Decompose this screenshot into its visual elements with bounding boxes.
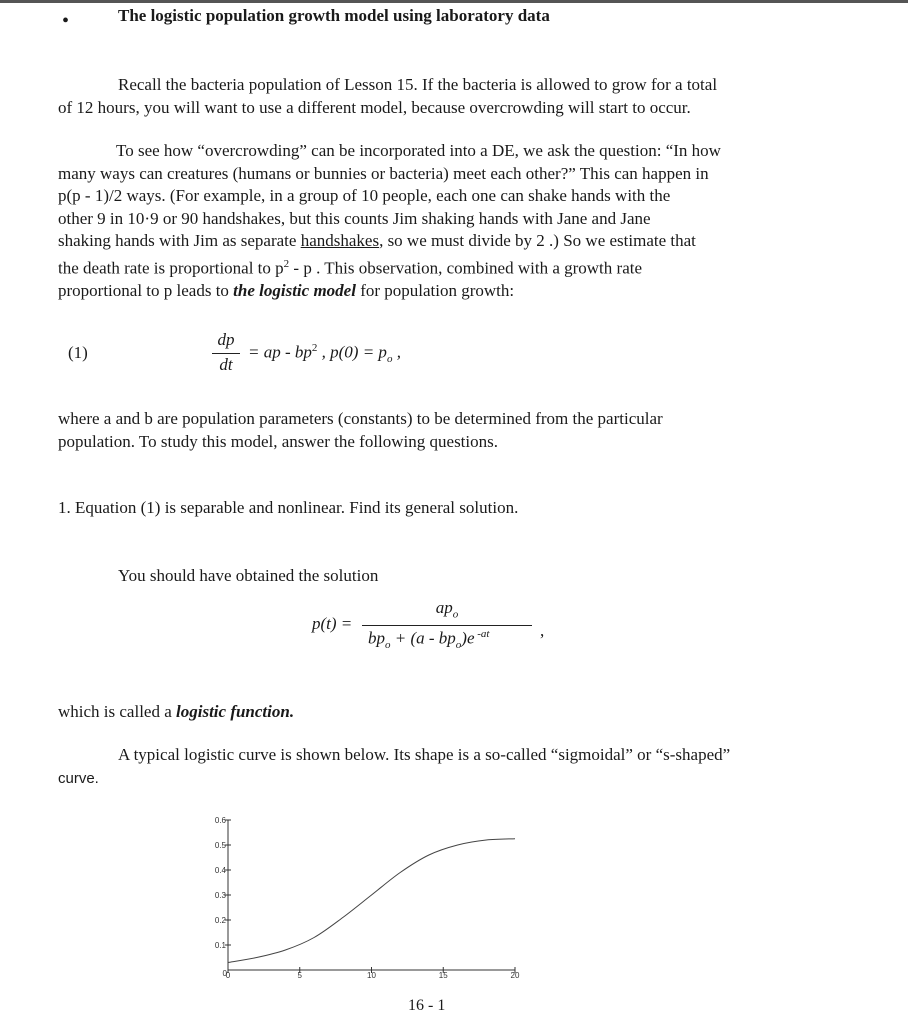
- y-origin-label: 0: [222, 969, 227, 978]
- eq-term: = ap - bp: [248, 342, 312, 362]
- x-tick-label: 20: [510, 971, 520, 980]
- y-tick-label: 0.6: [214, 816, 226, 825]
- text-span: handshakes: [300, 231, 380, 250]
- paragraph-parameters: [58, 408, 663, 453]
- paragraph-line: p(p - 1)/2 ways. (For example, in a group of 10 people, each one can shake hands with the: [58, 186, 671, 205]
- x-tick-label: 10: [367, 971, 376, 980]
- x-tick-label: 0: [225, 971, 231, 980]
- paragraph-line: Recall the bacteria population of Lesson 15. If the bacteria is allowed to grow for a total: [118, 75, 718, 94]
- logistic-function-line: [58, 701, 294, 723]
- eq-term: ap: [435, 598, 453, 617]
- paragraph-line: of 12 hours, you will want to use a different model, because overcrowding will start to occur.: [58, 97, 691, 117]
- text-span: proportional to p leads to: [58, 280, 234, 300]
- logistic-chart: [0, 800, 908, 1000]
- subscript: o: [452, 608, 459, 621]
- paragraph-line: other 9 in 10·9 or 90 handshakes, but this counts Jim shaking hands with Jane and Jane: [58, 208, 651, 228]
- solution-trailing-comma: ,: [540, 621, 545, 640]
- question-1: 1. Equation (1) is separable and nonlinear. Find its general solution.: [58, 498, 519, 517]
- text-span: for population growth:: [355, 280, 515, 300]
- y-tick-label: 0.5: [214, 841, 226, 850]
- superscript: 2: [311, 342, 318, 354]
- equation-label: (1): [68, 343, 88, 362]
- emphasis-text: logistic function.: [176, 702, 295, 721]
- text-span: shaking hands with Jim as separate: [58, 231, 297, 250]
- emphasis-text: the logistic model: [233, 280, 356, 300]
- eq-term: bp: [368, 628, 385, 648]
- text-span: the death rate is proportional to p: [58, 258, 284, 278]
- solution-intro: You should have obtained the solution: [118, 566, 379, 585]
- paragraph-recall: [58, 74, 717, 119]
- paragraph-overcrowding: [58, 140, 721, 302]
- text-span: , so we must divide by 2 .) So we estimate that: [379, 231, 696, 250]
- subscript: o: [385, 639, 391, 652]
- x-tick-label: 15: [438, 971, 448, 980]
- eq-term: ,: [392, 342, 401, 362]
- superscript: -at: [474, 628, 490, 640]
- y-tick-label: 0.3: [214, 891, 226, 900]
- subscript: o: [386, 353, 393, 366]
- logistic-curve-line: [228, 839, 515, 963]
- superscript: 2: [283, 257, 290, 270]
- section-heading: The logistic population growth model using laboratory data: [118, 6, 550, 25]
- paragraph-line: To see how “overcrowding” can be incorporated into a DE, we ask the question: “In how: [116, 141, 721, 160]
- x-tick-label: 5: [297, 971, 302, 980]
- y-tick-label: 0.2: [214, 916, 226, 925]
- fraction-bar: [362, 625, 532, 626]
- equation-fraction-numerator: dp: [217, 330, 235, 349]
- solution-denominator: [362, 628, 543, 651]
- y-tick-label: 0.1: [214, 941, 226, 950]
- paragraph-line: many ways can creatures (humans or bunnies or bacteria) meet each other?” This can happen in: [58, 163, 709, 183]
- paragraph-line: where a and b are population parameters (constants) to be determined from the particular: [58, 409, 663, 428]
- equation-fraction-denominator: dt: [219, 355, 233, 374]
- solution-lhs: p(t) =: [312, 614, 353, 633]
- paragraph-line: [58, 253, 721, 280]
- solution-numerator: [362, 598, 532, 620]
- curve-description-end: curve.: [58, 770, 99, 787]
- eq-term: + (a - bp: [390, 628, 456, 648]
- page-number: 16 - 1: [408, 997, 446, 1014]
- equation-rhs: [248, 342, 401, 365]
- y-tick-label: 0.4: [214, 866, 226, 875]
- fraction-bar: [212, 353, 240, 354]
- paragraph-line: [58, 280, 721, 303]
- text-span: which is called a: [58, 702, 177, 721]
- curve-description: A typical logistic curve is shown below. Its shape is a so-called “sigmoidal” or “s-shaped”: [118, 745, 731, 764]
- paragraph-line: [58, 230, 721, 253]
- paragraph-line: population. To study this model, answer the following questions.: [58, 431, 498, 451]
- subscript: o: [455, 639, 462, 652]
- top-border: [0, 0, 908, 3]
- eq-term: , p(0) = p: [317, 342, 387, 362]
- bullet-marker: •: [62, 10, 70, 32]
- text-span: - p . This observation, combined with a growth rate: [289, 258, 643, 278]
- eq-term: )e: [461, 628, 475, 648]
